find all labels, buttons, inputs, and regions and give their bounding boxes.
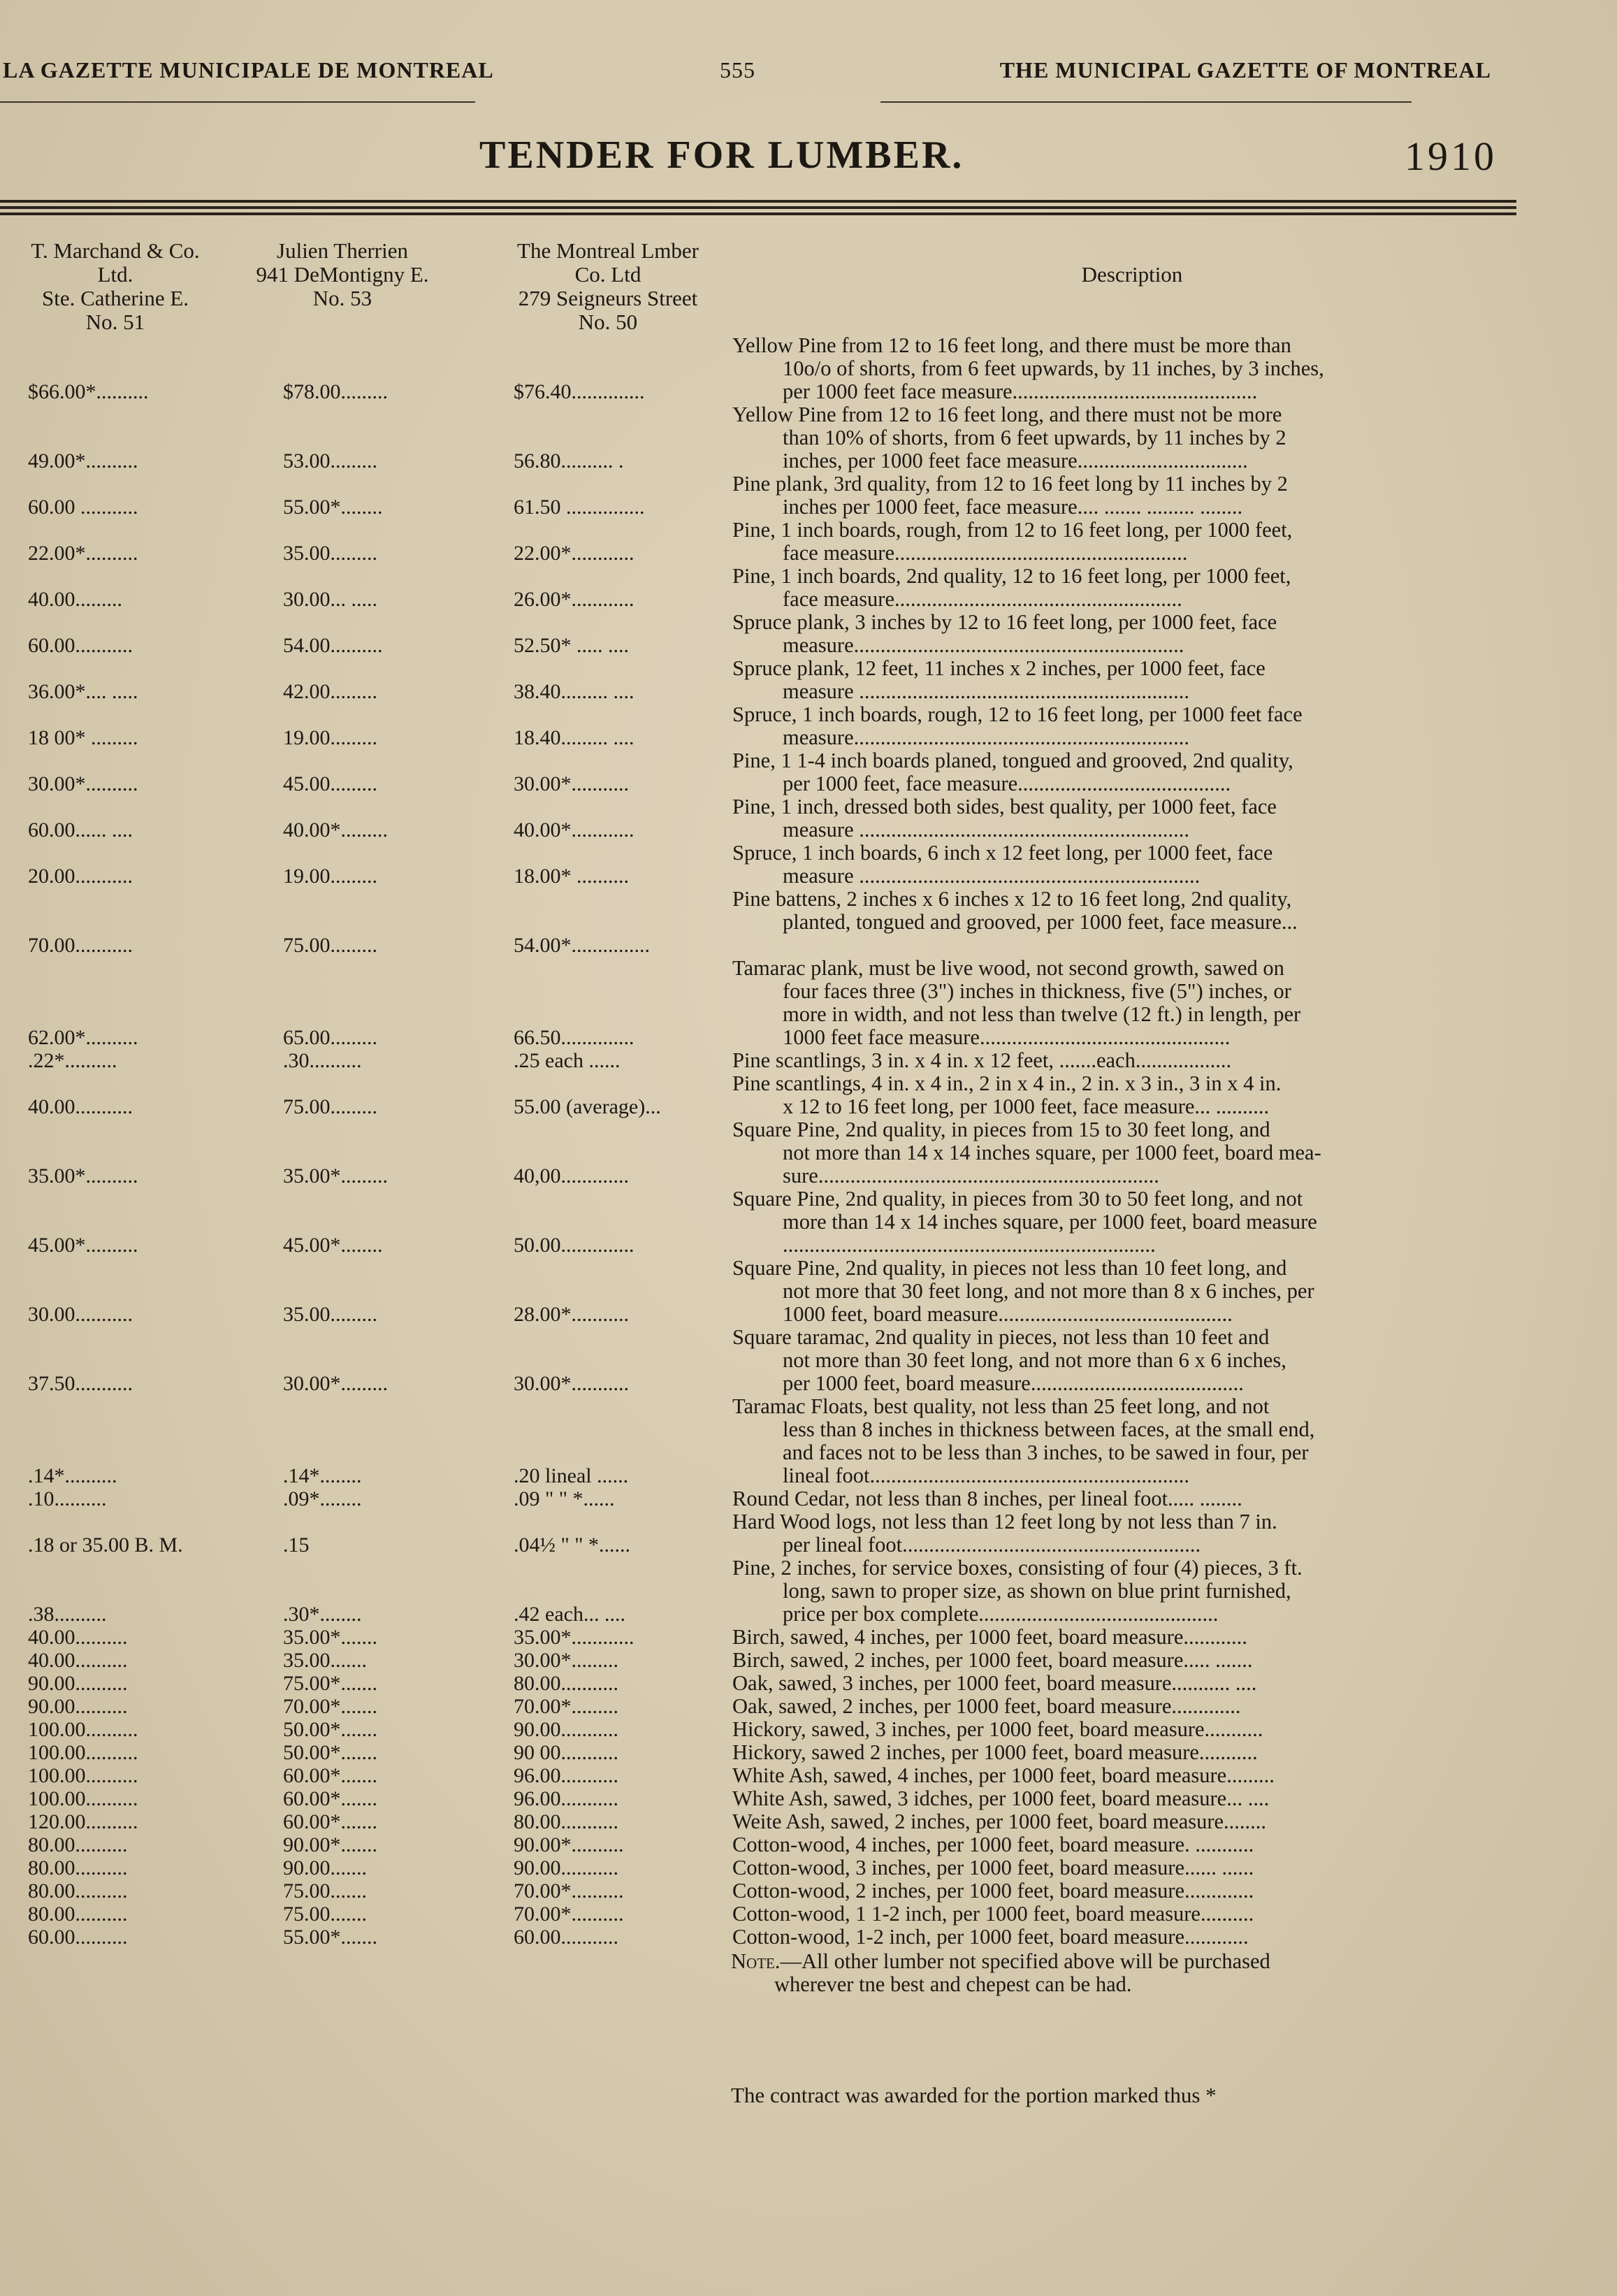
price-cell-b: .15: [283, 1533, 310, 1557]
price-cell-b: .30..........: [283, 1049, 362, 1072]
price-cell-b: 75.00*.......: [283, 1672, 377, 1695]
column-head-description: Description: [1081, 262, 1183, 287]
description-line: not more than 14 x 14 inches square, per 1000 feet, board mea-: [783, 1141, 1321, 1164]
price-cell-c: 70.00*..........: [514, 1902, 624, 1926]
description-line: x 12 to 16 feet long, per 1000 feet, face measure... ..........: [783, 1095, 1270, 1118]
price-cell-b: 19.00.........: [283, 726, 377, 749]
table-row: [0, 472, 1523, 519]
description-cell: [732, 1557, 1515, 1626]
description-line: four faces three (3") inches in thickness, five (5") inches, or: [783, 980, 1291, 1003]
description-line: per 1000 feet, board measure........................................: [783, 1372, 1244, 1395]
table-row: [0, 1764, 1523, 1787]
price-cell-c: 70.00*.........: [514, 1695, 618, 1718]
column-head-line: No. 51: [85, 310, 145, 334]
price-cell-a: 80.00..........: [28, 1902, 128, 1926]
price-cell-b: 35.00.......: [283, 1649, 367, 1672]
price-cell-c: .20 lineal ......: [514, 1464, 629, 1487]
note-line-1: [731, 1950, 1270, 1973]
description-line: more than 14 x 14 inches square, per 1000 feet, board measure: [783, 1211, 1317, 1234]
description-line: 10o/o of shorts, from 6 feet upwards, by 11 inches, by 3 inches,: [783, 357, 1324, 380]
column-head-montreal-lumber: [454, 239, 762, 334]
price-cell-b: .30*........: [283, 1603, 362, 1626]
gazette-french-title: LA GAZETTE MUNICIPALE DE MONTREAL: [3, 57, 494, 82]
description-line: measure ................................................................: [783, 865, 1201, 888]
description-line: Pine scantlings, 3 in. x 4 in. x 12 feet, .......each..................: [732, 1049, 1232, 1072]
description-line: Cotton-wood, 3 inches, per 1000 feet, board measure...... ......: [732, 1856, 1254, 1879]
description-cell: [732, 1395, 1515, 1487]
description-line: price per box complete.............................................: [783, 1603, 1219, 1626]
description-line: Pine, 2 inches, for service boxes, consisting of four (4) pieces, 3 ft.: [732, 1557, 1303, 1580]
table-row: [0, 1049, 1523, 1072]
price-cell-a: 40.00..........: [28, 1626, 128, 1649]
price-cell-a: 36.00*.... .....: [28, 680, 138, 703]
description-line: Round Cedar, not less than 8 inches, per lineal foot..... ........: [732, 1487, 1242, 1510]
price-cell-c: 35.00*............: [514, 1626, 635, 1649]
price-cell-c: 66.50..............: [514, 1026, 635, 1049]
table-row: [0, 1187, 1523, 1257]
description-cell: [732, 1764, 1515, 1787]
note-text: —All other lumber not specified above will be purchased: [780, 1949, 1270, 1973]
price-cell-c: 30.00*.........: [514, 1649, 618, 1672]
price-cell-b: 75.00.......: [283, 1879, 367, 1902]
description-line: Taramac Floats, best quality, not less than 25 feet long, and not: [732, 1395, 1270, 1418]
description-line: inches per 1000 feet, face measure.... ....... ......... ........: [783, 496, 1243, 519]
price-cell-b: 45.00.........: [283, 772, 377, 795]
price-cell-c: 52.50* ..... ....: [514, 634, 629, 657]
price-cell-a: 45.00*..........: [28, 1234, 138, 1257]
table-row: [0, 1557, 1523, 1626]
description-line: Cotton-wood, 1 1-2 inch, per 1000 feet, board measure..........: [732, 1902, 1254, 1926]
price-cell-c: .42 each... ....: [514, 1603, 625, 1626]
description-cell: [732, 1672, 1515, 1695]
table-row: [0, 1879, 1523, 1902]
table-row: [0, 795, 1523, 842]
description-line: Weite Ash, sawed, 2 inches, per 1000 feet, board measure........: [732, 1810, 1267, 1833]
price-cell-a: 40.00...........: [28, 1095, 133, 1118]
description-line: less than 8 inches in thickness between faces, at the small end,: [783, 1418, 1315, 1441]
price-cell-b: 35.00*.........: [283, 1164, 388, 1187]
table-row: [0, 1487, 1523, 1510]
price-cell-a: 62.00*..........: [28, 1026, 138, 1049]
price-cell-a: 30.00...........: [28, 1303, 133, 1326]
price-cell-a: .10..........: [28, 1487, 107, 1510]
table-row: [0, 1118, 1523, 1187]
price-cell-b: 60.00*.......: [283, 1810, 377, 1833]
table-row: [0, 1257, 1523, 1326]
table-row: [0, 1856, 1523, 1879]
gazette-english-title: THE MUNICIPAL GAZETTE OF MONTREAL: [999, 57, 1491, 82]
table-row: [0, 1926, 1523, 1949]
note-line-2: wherever tne best and chepest can be had.: [774, 1972, 1132, 1996]
price-cell-b: 65.00.........: [283, 1026, 377, 1049]
price-cell-a: .18 or 35.00 B. M.: [28, 1533, 183, 1557]
description-line: 1000 feet, board measure............................................: [783, 1303, 1233, 1326]
price-cell-b: 75.00.......: [283, 1902, 367, 1926]
table-row: [0, 1395, 1523, 1487]
description-line: per 1000 feet, face measure........................................: [783, 772, 1231, 795]
description-cell: [732, 1257, 1515, 1326]
description-line: sure................................................................: [783, 1164, 1159, 1187]
description-cell: [732, 749, 1515, 795]
description-line: Spruce, 1 inch boards, 6 inch x 12 feet long, per 1000 feet, face: [732, 842, 1273, 865]
description-line: Spruce, 1 inch boards, rough, 12 to 16 feet long, per 1000 feet face: [732, 703, 1303, 726]
description-line: Pine plank, 3rd quality, from 12 to 16 feet long by 11 inches by 2: [732, 472, 1288, 496]
description-line: Cotton-wood, 1-2 inch, per 1000 feet, board measure............: [732, 1926, 1249, 1949]
description-cell: [732, 1118, 1515, 1187]
description-cell: [732, 519, 1515, 565]
price-cell-c: $76.40..............: [514, 380, 645, 403]
price-cell-c: 96.00...........: [514, 1787, 618, 1810]
price-cell-c: .04½ " " *......: [514, 1533, 630, 1557]
description-line: Birch, sawed, 4 inches, per 1000 feet, board measure............: [732, 1626, 1247, 1649]
column-head-line: The Montreal Lmber: [517, 238, 699, 263]
price-cell-c: 61.50 ...............: [514, 496, 645, 519]
description-cell: [732, 1879, 1515, 1902]
description-line: than 10% of shorts, from 6 feet upwards, by 11 inches by 2: [783, 426, 1286, 449]
description-cell: [732, 888, 1515, 934]
price-cell-a: .22*..........: [28, 1049, 117, 1072]
description-line: Square Pine, 2nd quality, in pieces not less than 10 feet long, and: [732, 1257, 1287, 1280]
price-cell-a: 80.00..........: [28, 1879, 128, 1902]
column-head-line: Julien Therrien: [277, 238, 408, 263]
price-cell-a: 49.00*..........: [28, 449, 138, 472]
description-line: Oak, sawed, 3 inches, per 1000 feet, board measure........... ....: [732, 1672, 1257, 1695]
description-cell: [732, 1926, 1515, 1949]
description-cell: [732, 472, 1515, 519]
price-cell-a: 30.00*..........: [28, 772, 138, 795]
price-cell-c: 96.00...........: [514, 1764, 618, 1787]
table-row: [0, 403, 1523, 472]
price-cell-c: 40.00*............: [514, 818, 635, 842]
description-cell: [732, 795, 1515, 842]
column-head-line: Ste. Catherine E.: [41, 286, 189, 310]
price-cell-c: 22.00*............: [514, 542, 635, 565]
column-head-line: No. 50: [578, 310, 638, 334]
price-cell-a: .14*..........: [28, 1464, 117, 1487]
description-cell: [732, 1902, 1515, 1926]
page-number: 555: [720, 57, 755, 82]
page-title: TENDER FOR LUMBER.: [479, 133, 964, 177]
column-head-marchand: [0, 239, 231, 334]
price-cell-b: 55.00*.......: [283, 1926, 377, 1949]
description-line: White Ash, sawed, 3 idches, per 1000 feet, board measure... ....: [732, 1787, 1270, 1810]
description-line: Birch, sawed, 2 inches, per 1000 feet, board measure..... .......: [732, 1649, 1253, 1672]
description-line: measure ..............................................................: [783, 818, 1189, 842]
description-cell: [732, 1049, 1515, 1072]
price-cell-a: 40.00.........: [28, 588, 122, 611]
price-cell-c: 38.40......... ....: [514, 680, 635, 703]
description-line: Pine, 1 inch, dressed both sides, best quality, per 1000 feet, face: [732, 795, 1277, 818]
description-line: Spruce plank, 12 feet, 11 inches x 2 inches, per 1000 feet, face: [732, 657, 1266, 680]
price-cell-b: 50.00*.......: [283, 1718, 377, 1741]
description-line: per 1000 feet face measure..............................................: [783, 380, 1258, 403]
column-head-line: No. 53: [312, 286, 372, 310]
price-cell-c: 26.00*............: [514, 588, 635, 611]
table-row: [0, 842, 1523, 888]
table-row: [0, 1810, 1523, 1833]
description-cell: [732, 657, 1515, 703]
price-cell-c: 18.00* ..........: [514, 865, 629, 888]
price-cell-b: 60.00*.......: [283, 1787, 377, 1810]
price-cell-b: .09*........: [283, 1487, 362, 1510]
description-cell: [732, 1787, 1515, 1810]
price-cell-b: 35.00*.......: [283, 1626, 377, 1649]
description-line: inches, per 1000 feet face measure................................: [783, 449, 1248, 472]
column-head-line: Ltd.: [97, 262, 133, 287]
year: 1910: [1405, 133, 1497, 179]
description-cell: [732, 403, 1515, 472]
price-cell-a: 70.00...........: [28, 934, 133, 957]
price-cell-c: 70.00*..........: [514, 1879, 624, 1902]
table-row: [0, 1833, 1523, 1856]
description-cell: [732, 565, 1515, 611]
description-line: not more that 30 feet long, and not more than 8 x 6 inches, per: [783, 1280, 1314, 1303]
price-cell-a: 100.00..........: [28, 1741, 138, 1764]
price-cell-a: 100.00..........: [28, 1718, 138, 1741]
table-row: [0, 1326, 1523, 1395]
description-cell: [732, 1626, 1515, 1649]
table-row: [0, 519, 1523, 565]
description-line: face measure.......................................................: [783, 542, 1188, 565]
price-cell-b: 90.00.......: [283, 1856, 367, 1879]
price-cell-c: 90.00...........: [514, 1856, 618, 1879]
price-cell-b: 55.00*........: [283, 496, 383, 519]
description-line: and faces not to be less than 3 inches, to be sawed in four, per: [783, 1441, 1309, 1464]
description-cell: [732, 1072, 1515, 1118]
table-row: [0, 1787, 1523, 1810]
description-line: Oak, sawed, 2 inches, per 1000 feet, board measure.............: [732, 1695, 1241, 1718]
description-line: ......................................................................: [783, 1234, 1156, 1257]
price-cell-a: 22.00*..........: [28, 542, 138, 565]
price-cell-b: 42.00.........: [283, 680, 377, 703]
price-cell-c: 80.00...........: [514, 1672, 618, 1695]
description-line: Tamarac plank, must be live wood, not second growth, sawed on: [732, 957, 1284, 980]
price-cell-a: 40.00..........: [28, 1649, 128, 1672]
column-head-line: 279 Seigneurs Street: [518, 286, 698, 310]
price-cell-b: .14*........: [283, 1464, 362, 1487]
price-cell-b: 40.00*.........: [283, 818, 388, 842]
price-cell-b: 30.00... .....: [283, 588, 377, 611]
price-cell-a: 100.00..........: [28, 1764, 138, 1787]
price-cell-c: 90.00*..........: [514, 1833, 624, 1856]
description-line: Square Pine, 2nd quality, in pieces from 15 to 30 feet long, and: [732, 1118, 1270, 1141]
column-head-line: T. Marchand & Co.: [31, 238, 200, 263]
price-cell-b: 75.00.........: [283, 1095, 377, 1118]
price-cell-a: 18 00* .........: [28, 726, 138, 749]
note-label: Note.: [731, 1949, 781, 1973]
description-cell: [732, 1187, 1515, 1257]
price-cell-a: 80.00..........: [28, 1856, 128, 1879]
price-cell-b: 75.00.........: [283, 934, 377, 957]
price-cell-c: 30.00*...........: [514, 772, 629, 795]
table-row: [0, 703, 1523, 749]
description-line: Pine, 1 inch boards, 2nd quality, 12 to 16 feet long, per 1000 feet,: [732, 565, 1291, 588]
table-row: [0, 1626, 1523, 1649]
price-cell-c: 50.00..............: [514, 1234, 635, 1257]
column-head-line: Co. Ltd: [574, 262, 641, 287]
description-line: Yellow Pine from 12 to 16 feet long, and there must be more than: [732, 334, 1291, 357]
price-cell-b: 50.00*.......: [283, 1741, 377, 1764]
price-cell-a: 37.50...........: [28, 1372, 133, 1395]
table-row: [0, 611, 1523, 657]
description-line: face measure......................................................: [783, 588, 1182, 611]
description-cell: [732, 611, 1515, 657]
description-line: Cotton-wood, 2 inches, per 1000 feet, board measure.............: [732, 1879, 1254, 1902]
description-line: measure..............................................................: [783, 634, 1184, 657]
description-line: Pine, 1 inch boards, rough, from 12 to 16 feet long, per 1000 feet,: [732, 519, 1293, 542]
price-cell-b: 19.00.........: [283, 865, 377, 888]
price-cell-b: 45.00*........: [283, 1234, 383, 1257]
description-line: not more than 30 feet long, and not more than 6 x 6 inches,: [783, 1349, 1286, 1372]
description-line: Cotton-wood, 4 inches, per 1000 feet, board measure. ...........: [732, 1833, 1254, 1856]
price-cell-b: 90.00*.......: [283, 1833, 377, 1856]
table-row: [0, 1718, 1523, 1741]
price-cell-a: $66.00*..........: [28, 380, 149, 403]
price-cell-c: 30.00*...........: [514, 1372, 629, 1395]
price-cell-a: 60.00...... ....: [28, 818, 133, 842]
description-cell: [732, 703, 1515, 749]
note: [731, 1950, 1270, 1996]
price-cell-a: 80.00..........: [28, 1833, 128, 1856]
price-cell-b: 53.00.........: [283, 449, 377, 472]
description-line: planted, tongued and grooved, per 1000 feet, face measure...: [783, 911, 1298, 934]
price-cell-c: .09 " " *......: [514, 1487, 615, 1510]
table-row: [0, 1672, 1523, 1695]
table-row: [0, 334, 1523, 403]
description-cell: [732, 842, 1515, 888]
description-line: Pine battens, 2 inches x 6 inches x 12 to 16 feet long, 2nd quality,: [732, 888, 1292, 911]
description-line: Square taramac, 2nd quality in pieces, not less than 10 feet and: [732, 1326, 1270, 1349]
price-cell-c: 90 00...........: [514, 1741, 618, 1764]
price-cell-b: 35.00.........: [283, 1303, 377, 1326]
price-cell-c: 60.00...........: [514, 1926, 618, 1949]
price-cell-a: 100.00..........: [28, 1787, 138, 1810]
description-line: Pine, 1 1-4 inch boards planed, tongued and grooved, 2nd quality,: [732, 749, 1293, 772]
description-line: measure...............................................................: [783, 726, 1189, 749]
description-cell: [732, 1833, 1515, 1856]
description-cell: [732, 1487, 1515, 1510]
description-line: Hickory, sawed, 3 inches, per 1000 feet, board measure...........: [732, 1718, 1263, 1741]
description-line: Square Pine, 2nd quality, in pieces from 30 to 50 feet long, and not: [732, 1187, 1303, 1211]
header-rule-right: [880, 101, 1412, 103]
description-line: per lineal foot........................................................: [783, 1533, 1201, 1557]
description-line: Spruce plank, 3 inches by 12 to 16 feet long, per 1000 feet, face: [732, 611, 1277, 634]
price-cell-a: 90.00..........: [28, 1672, 128, 1695]
description-cell: [732, 957, 1515, 1049]
description-line: long, sawn to proper size, as shown on blue print furnished,: [783, 1580, 1291, 1603]
price-cell-a: 60.00 ...........: [28, 496, 138, 519]
price-cell-b: 30.00*.........: [283, 1372, 388, 1395]
price-cell-c: 56.80.......... .: [514, 449, 624, 472]
price-cell-a: 20.00...........: [28, 865, 133, 888]
column-head-line: 941 DeMontigny E.: [256, 262, 429, 287]
description-line: Hickory, sawed 2 inches, per 1000 feet, board measure...........: [732, 1741, 1258, 1764]
table-row: [0, 749, 1523, 795]
description-cell: [732, 1856, 1515, 1879]
table-row: [0, 1072, 1523, 1118]
table-row: [0, 1510, 1523, 1557]
price-cell-c: 28.00*...........: [514, 1303, 629, 1326]
column-head-therrien: [210, 239, 475, 310]
description-cell: [732, 1741, 1515, 1764]
description-cell: [732, 1510, 1515, 1557]
price-cell-b: 60.00*.......: [283, 1764, 377, 1787]
description-line: more in width, and not less than twelve (12 ft.) in length, per: [783, 1003, 1301, 1026]
description-cell: [732, 1718, 1515, 1741]
description-cell: [732, 1695, 1515, 1718]
price-cell-a: 35.00*..........: [28, 1164, 138, 1187]
table-row: [0, 657, 1523, 703]
price-cell-a: 120.00..........: [28, 1810, 138, 1833]
price-cell-c: .25 each ......: [514, 1049, 621, 1072]
price-cell-a: 90.00..........: [28, 1695, 128, 1718]
price-cell-b: $78.00.........: [283, 380, 388, 403]
table-row: [0, 1649, 1523, 1672]
table-row: [0, 565, 1523, 611]
description-line: measure ..............................................................: [783, 680, 1189, 703]
table-row: [0, 1902, 1523, 1926]
description-cell: [732, 334, 1515, 403]
description-cell: [732, 1326, 1515, 1395]
table-row: [0, 1741, 1523, 1764]
price-cell-a: 60.00..........: [28, 1926, 128, 1949]
price-cell-b: 35.00.........: [283, 542, 377, 565]
description-line: Pine scantlings, 4 in. x 4 in., 2 in x 4 in., 2 in. x 3 in., 3 in x 4 in.: [732, 1072, 1282, 1095]
table-row: [0, 888, 1523, 957]
price-cell-a: .38..........: [28, 1603, 107, 1626]
price-cell-c: 90.00...........: [514, 1718, 618, 1741]
table-row: [0, 957, 1523, 1049]
price-cell-c: 80.00...........: [514, 1810, 618, 1833]
price-cell-c: 55.00 (average)...: [514, 1095, 661, 1118]
price-cell-b: 54.00..........: [283, 634, 383, 657]
description-line: White Ash, sawed, 4 inches, per 1000 feet, board measure.........: [732, 1764, 1275, 1787]
price-cell-b: 70.00*.......: [283, 1695, 377, 1718]
price-cell-c: 18.40......... ....: [514, 726, 635, 749]
description-cell: [732, 1649, 1515, 1672]
header-rule-left: [0, 101, 475, 103]
description-cell: [732, 1810, 1515, 1833]
price-cell-c: 54.00*...............: [514, 934, 650, 957]
price-cell-a: 60.00...........: [28, 634, 133, 657]
description-line: lineal foot............................................................: [783, 1464, 1190, 1487]
description-line: 1000 feet face measure...............................................: [783, 1026, 1231, 1049]
title-rule: [0, 200, 1516, 219]
price-cell-c: 40,00.............: [514, 1164, 629, 1187]
table-row: [0, 1695, 1523, 1718]
description-line: Hard Wood logs, not less than 12 feet long by not less than 7 in.: [732, 1510, 1277, 1533]
description-line: Yellow Pine from 12 to 16 feet long, and there must not be more: [732, 403, 1282, 426]
award-statement: The contract was awarded for the portion marked thus *: [731, 2083, 1217, 2107]
